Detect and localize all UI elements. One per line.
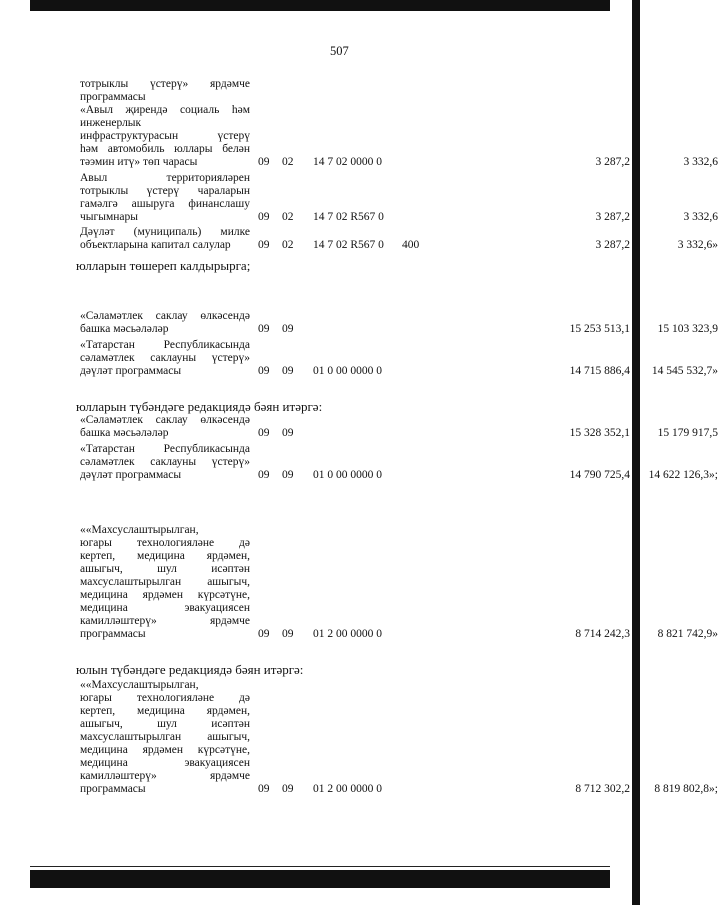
- cell-pr: 02: [282, 156, 294, 168]
- cell-year1: 14 715 886,4: [569, 365, 630, 377]
- cell-csr: 01 0 00 0000 0: [313, 365, 382, 377]
- row-name: Авыл территорияләрен тотрыклы үстерү чараларын гамәлгә ашыруга финанслашу чыгымнары: [80, 172, 250, 223]
- instruction-replace-line: юлын түбәндәге редакциядә бәян итәргә:: [76, 662, 304, 677]
- page-number: 507: [330, 44, 349, 58]
- row-name: «Татарстан Республикасында сәламәтлек саклауны үстерү» дәүләт программасы: [80, 443, 250, 481]
- cell-pr: 09: [282, 628, 294, 640]
- scan-border-right: [632, 0, 640, 905]
- table-row: [80, 226, 718, 252]
- table-row: [80, 310, 718, 336]
- cell-pr: 09: [282, 323, 294, 335]
- table-row: [80, 414, 718, 440]
- cell-year1: 3 287,2: [595, 211, 630, 223]
- table-special-old: [80, 524, 718, 641]
- table-health-new: [80, 414, 718, 482]
- cell-csr: 14 7 02 0000 0: [313, 156, 382, 168]
- table-row: [80, 339, 718, 378]
- row-name: «Татарстан Республикасында сәламәтлек саклауны үстерү» дәүләт программасы: [80, 339, 250, 377]
- cell-rz: 09: [258, 427, 270, 439]
- table-row: [80, 78, 250, 104]
- cell-csr: 14 7 02 R567 0: [313, 239, 384, 251]
- cell-year1: 3 287,2: [595, 239, 630, 251]
- cell-pr: 02: [282, 239, 294, 251]
- instruction-replace-lines: юлларын түбәндәге редакциядә бәян итәргә:: [76, 399, 323, 414]
- cell-year1: 15 328 352,1: [569, 427, 630, 439]
- table-row: [80, 443, 718, 482]
- cell-year2: 3 332,6»: [677, 239, 718, 251]
- cell-rz: 09: [258, 211, 270, 223]
- table-row: [80, 524, 718, 641]
- cell-year1: 15 253 513,1: [569, 323, 630, 335]
- cell-year1: 8 714 242,3: [575, 628, 630, 640]
- table-row: [80, 679, 718, 796]
- scan-line: [30, 866, 610, 867]
- row-name: ««Махсуслаштырылган, югары технологияләне дә кертеп, медицина ярдәмен, ашыгыч, шул исәптән махсуслаштырылган ашыгыч, медицина ярдәмен күрсәтүне, медицина эвакуациясен камилләштерү» ярдәмче программасы: [80, 524, 250, 640]
- scan-border-bottom: [30, 870, 610, 888]
- cell-rz: 09: [258, 628, 270, 640]
- cell-year2: 8 819 802,8»;: [654, 783, 718, 795]
- instruction-delete-lines: юлларын төшереп калдырырга;: [76, 258, 251, 273]
- cell-rz: 09: [258, 469, 270, 481]
- cell-rz: 09: [258, 365, 270, 377]
- cell-rz: 09: [258, 783, 270, 795]
- cell-year2: 15 103 323,9: [657, 323, 718, 335]
- cell-rz: 09: [258, 323, 270, 335]
- row-name: «Авыл җирендә социаль һәм инженерлык инфраструктурасын үстерү һәм автомобиль юллары белән тәэмин итү» төп чарасы: [80, 104, 250, 168]
- cell-year2: 8 821 742,9»: [657, 628, 718, 640]
- cell-csr: 01 2 00 0000 0: [313, 783, 382, 795]
- table-health-old: [80, 310, 718, 378]
- scan-border-top: [30, 0, 610, 11]
- table-special-new: [80, 679, 718, 796]
- cell-csr: 01 0 00 0000 0: [313, 469, 382, 481]
- cell-year2: 3 332,6: [683, 156, 718, 168]
- row-name: Дәүләт (муниципаль) милке объектларына капитал салулар: [80, 226, 250, 251]
- cell-year1: 14 790 725,4: [569, 469, 630, 481]
- table-row: [80, 172, 718, 224]
- cell-csr: 14 7 02 R567 0: [313, 211, 384, 223]
- cell-year1: 3 287,2: [595, 156, 630, 168]
- cell-year2: 3 332,6: [683, 211, 718, 223]
- cell-pr: 02: [282, 211, 294, 223]
- table-block-1: [80, 78, 718, 252]
- cell-pr: 09: [282, 469, 294, 481]
- cell-year1: 8 712 302,2: [575, 783, 630, 795]
- cell-pr: 09: [282, 365, 294, 377]
- row-name: «Сәламәтлек саклау өлкәсендә башка мәсьәләләр: [80, 310, 250, 335]
- cell-year2: 14 622 126,3»;: [648, 469, 718, 481]
- cell-year2: 15 179 917,5: [657, 427, 718, 439]
- cell-pr: 09: [282, 783, 294, 795]
- row-name: ««Махсуслаштырылган, югары технологияләне дә кертеп, медицина ярдәмен, ашыгыч, шул исәптән махсуслаштырылган ашыгыч, медицина ярдәмен күрсәтүне, медицина эвакуациясен камилләштерү» ярдәмче программасы: [80, 679, 250, 795]
- table-row: [80, 104, 718, 169]
- cell-year2: 14 545 532,7»: [651, 365, 718, 377]
- cell-vr: 400: [402, 239, 420, 251]
- cell-rz: 09: [258, 156, 270, 168]
- row-name: тотрыклы үстерү» ярдәмче программасы: [80, 78, 250, 103]
- cell-csr: 01 2 00 0000 0: [313, 628, 382, 640]
- row-name: «Сәламәтлек саклау өлкәсендә башка мәсьәләләр: [80, 414, 250, 439]
- cell-rz: 09: [258, 239, 270, 251]
- cell-pr: 09: [282, 427, 294, 439]
